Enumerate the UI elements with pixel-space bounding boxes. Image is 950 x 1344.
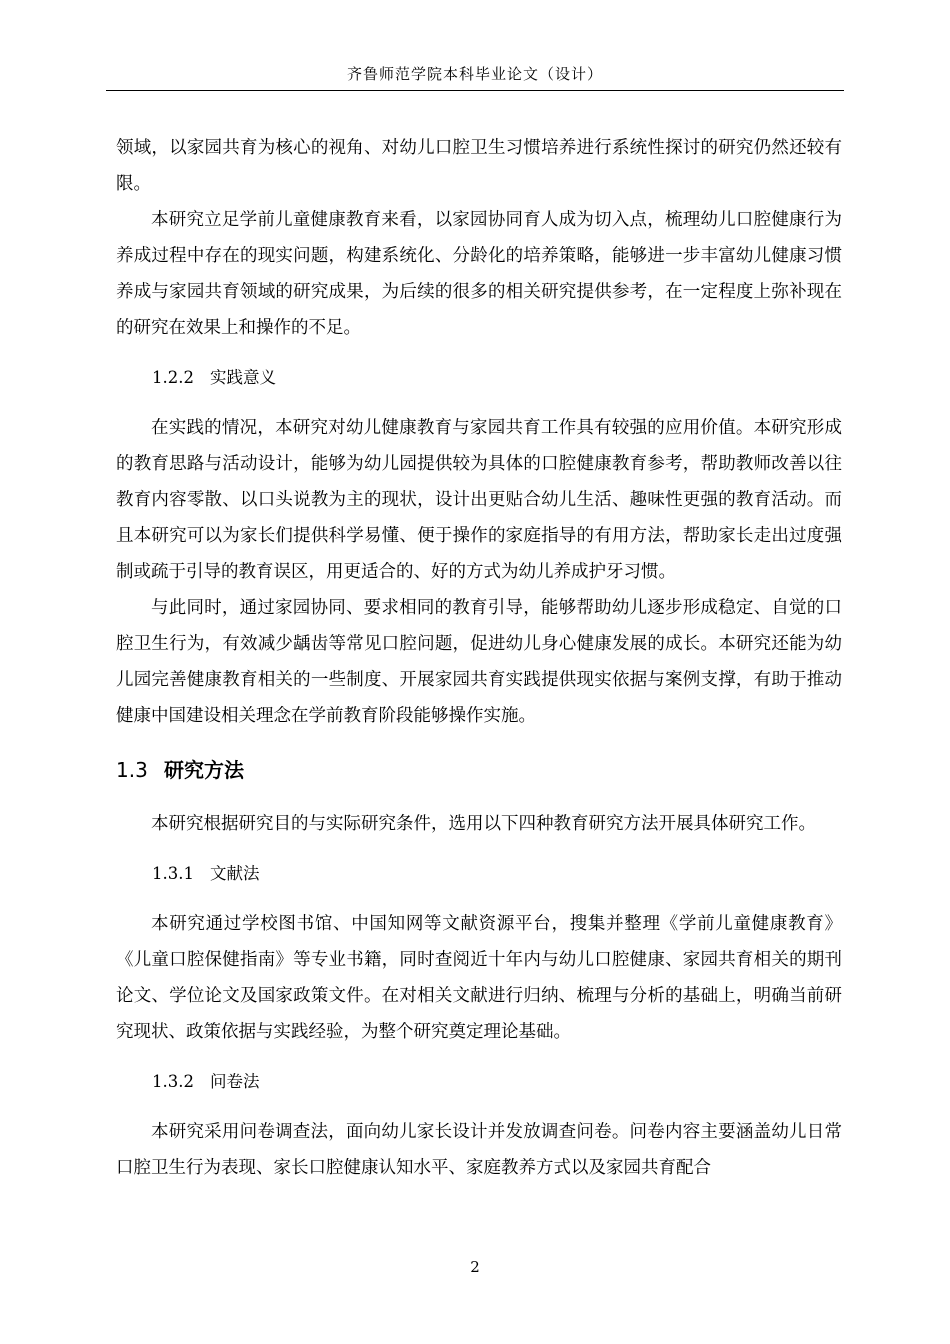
section-number: 1.3.2 xyxy=(152,1072,194,1091)
paragraph-questionnaire-method: 本研究采用问卷调查法，面向幼儿家长设计并发放调查问卷。问卷内容主要涵盖幼儿日常口腔卫生行为表现、家长口腔健康认知水平、家庭教养方式以及家园共育配合 xyxy=(116,1122,842,1178)
paragraph-methods-intro: 本研究根据研究目的与实际研究条件，选用以下四种教育研究方法开展具体研究工作。 xyxy=(151,814,816,834)
paragraph-practice-1: 在实践的情况，本研究对幼儿健康教育与家园共育工作具有较强的应用价值。本研究形成的教育思路与活动设计，能够为幼儿园提供较为具体的口腔健康教育参考，帮助教师改善以往教育内容零散、以口头说教为主的现状，设计出更贴合幼儿生活、趣味性更强的教育活动。而且本研究可以为家长们提供科学易懂、便于操作的家庭指导的有用方法，帮助家长走出过度强制或疏于引导的教育误区，用更适合的、好的方式为幼儿养成护牙习惯。 xyxy=(116,418,842,582)
section-title: 实践意义 xyxy=(210,368,276,387)
section-number: 1.2.2 xyxy=(152,368,194,387)
page-number: 2 xyxy=(470,1258,480,1276)
paragraph-literature-method: 本研究通过学校图书馆、中国知网等文献资源平台，搜集并整理《学前儿童健康教育》《儿童口腔保健指南》等专业书籍，同时查阅近十年内与幼儿口腔健康、家园共育相关的期刊论文、学位论文及国家政策文件。在对相关文献进行归纳、梳理与分析的基础上，明确当前研究现状、政策依据与实践经验，为整个研究奠定理论基础。 xyxy=(116,914,842,1042)
paragraph-practice-2: 与此同时，通过家园协同、要求相同的教育引导，能够帮助幼儿逐步形成稳定、自觉的口腔卫生行为，有效减少龋齿等常见口腔问题，促进幼儿身心健康发展的成长。本研究还能为幼儿园完善健康教育相关的一些制度、开展家园共育实践提供现实依据与案例支撑，有助于推动健康中国建设相关理念在学前教育阶段能够操作实施。 xyxy=(116,598,842,726)
section-number: 1.3 xyxy=(116,758,148,782)
section-number: 1.3.1 xyxy=(152,864,194,883)
section-heading-1-3 xyxy=(116,752,842,788)
section-title: 研究方法 xyxy=(164,758,244,782)
page-header xyxy=(106,58,844,91)
section-title: 文献法 xyxy=(210,864,260,883)
page-body xyxy=(116,130,842,1186)
section-heading-1-2-2 xyxy=(152,360,842,396)
section-heading-1-3-1 xyxy=(152,856,842,892)
section-heading-1-3-2 xyxy=(152,1064,842,1100)
section-title: 问卷法 xyxy=(210,1072,260,1091)
paragraph-continued: 领域，以家园共育为核心的视角、对幼儿口腔卫生习惯培养进行系统性探讨的研究仍然还较有限。 xyxy=(116,138,842,194)
paragraph-theory-significance: 本研究立足学前儿童健康教育来看，以家园协同育人成为切入点，梳理幼儿口腔健康行为养成过程中存在的现实问题，构建系统化、分龄化的培养策略，能够进一步丰富幼儿健康习惯养成与家园共育领域的研究成果，为后续的很多的相关研究提供参考，在一定程度上弥补现在的研究在效果上和操作的不足。 xyxy=(116,210,842,338)
header-title: 齐鲁师范学院本科毕业论文（设计） xyxy=(346,65,603,83)
